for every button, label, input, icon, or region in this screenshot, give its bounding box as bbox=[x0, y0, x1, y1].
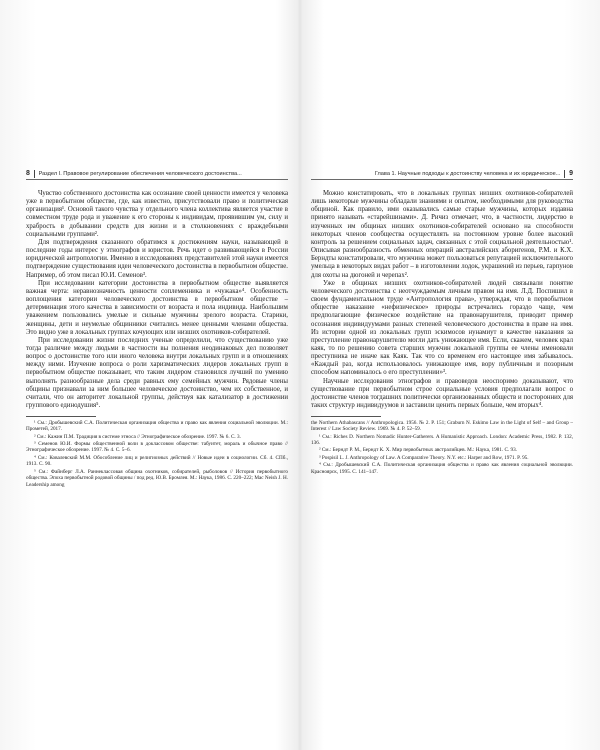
right-page bbox=[311, 170, 573, 476]
paragraph: При исследовании категории достоинства в первобытном обществе выявляется важная черта: неравнозначность ценности соплеменника и «чужака»⁴. Особенность воплощения категории человеческого достоинства в первобытном обществе – детерминация этого качества в зависимости от возраста и пола индивида. Наибольшим уважением пользовались умелые и сильные мужчины зрелого возраста. Старики, женщины, дети и неумелые общинники считались менее ценными членами общества. Это видно уже в локальных группах кочующих или низших охотников-собирателей. bbox=[26, 279, 288, 336]
paragraph: Для подтверждения сказанного обратимся к достижениям науки, называющей в последние годы интерес у этнографов и юристов. Речь идет о развивающейся в России юридической антропологии. Именно в исследованиях представителей этой науки имеется подтверждение существования идеи человеческого достоинства в первобытном обществе. Например, об этом писал Ю.И. Семенов³. bbox=[26, 238, 288, 279]
footnote: ⁵ См.: Файнберг Л.А. Раннеклассовая община охотников, собирателей, рыболовов // История первобытного общества. Эпоха первобытной родовой общины / под ред. Ю.В. Бромлея. М.: Наука, 1986. С. 220–222; Mac Neish J. H. Leadership among bbox=[26, 468, 288, 488]
body-text bbox=[311, 190, 573, 410]
footnotes bbox=[311, 416, 573, 475]
footnote: ¹ См.: Дробышевский С.А. Политическая организация общества и право как явления социальной эволюции. М.: Прометей, 2017. bbox=[26, 419, 288, 433]
footnote: ³ Pospisil L. J. Anthropology of Law. A Comparative Theory. N.Y. etc.: Harper and Row, 1971. P. 95. bbox=[319, 454, 529, 461]
page-number: 8 bbox=[26, 170, 30, 177]
page-number: 9 bbox=[569, 170, 573, 177]
running-head-title: Раздел I. Правовое регулирование обеспечения человеческого достоинства... bbox=[38, 171, 242, 177]
header-separator bbox=[34, 170, 35, 178]
running-head-title: Глава 1. Научные подходы к достоинству человека и их юридическое... bbox=[374, 171, 561, 177]
footnote: ³ Семенов Ю.И. Формы общественной воли в доклассовом обществе: табуитет, мораль и обычное право // Этнографическое обозрение. 1997. № 4. С. 5–6. bbox=[26, 440, 288, 454]
body-text bbox=[26, 190, 288, 410]
footnote: ¹ См.: Riches D. Northern Nomadic Hunter-Gatherers. A Humanistic Approach. London: Academic Press, 1982. P. 132, 136. bbox=[311, 433, 573, 447]
header-separator bbox=[564, 170, 565, 178]
paragraph: Можно констатировать, что в локальных группах низших охотников-собирателей лишь некоторые мужчины обладали знаниями и опытом, необходимыми для руководства общиной. Как правило, ими оказывались самые старые мужчины, которых издавна принято называть «старейшинами». Д. Ричиз отмечает, что, в частности, лидерство в изученных им общинах низших охотников-собирателей основано на способности некоторых членов сообщества осуществлять на постоянном уровне более высокий контроль за решением социальных задач, связанных с этой социальной деятельностью¹. Описывая разнообразность обменных операций австралийских аборигенов, Р.М. и К.Х. Берндты констатировали, что мужчина может пользоваться репутацией исключительного умельца в некоторых видах работ – в изготовлении лодок, украшений из перьев, гарпунов для охоты на дюгоней и черепах². bbox=[311, 190, 573, 279]
paragraph: При исследовании жизни последних ученые определили, что существованию уже тогда различие между людьми в частности вы полнения неодинаковых дел позволяет вопрос о достоинстве того или иного человека внутри локальных групп и в отношениях между ними. Изучение вопроса о роли харизматических лидеров локальных групп в первобытном обществе показывает, что таким лидером становился лучший по умению выполнять разнообразные дела среди равных ему семейных мужчин. Рядовые члены общины признавали за ним большее человеческое достоинство, чем их собственное, и считали, что он авторитет локальной группы, действуя как катализатор в достижении группового единодушия⁵. bbox=[26, 336, 288, 410]
footnote: ² См.: Кажин П.М. Традиция в системе этноса // Этнографическое обозрение. 1997. № 6. С. 3. bbox=[34, 433, 241, 440]
running-header bbox=[311, 170, 573, 180]
paragraph: Научные исследования этнографов и правоведов неоспоримо доказывают, что существование при первобытном строе социальные условия предполагали вопрос о достоинстве членов тогдашних политически организованных обществ и посторонних для таких структур индивидуумов и заставили ценить первых больше, чем вторых⁴. bbox=[311, 377, 573, 410]
footnote-continued: the Northern Athabascans // Anthropologica. 1956. № 2. P. 151; Graburn N. Eskimo Law in the Light of Self – and Group – Interest // Law Society Review. 1969. № 4. P. 52–59. bbox=[311, 419, 573, 433]
footnote: ⁴ См.: Дробышевский С.А. Политическая организация общества и право как явления социальной эволюции. Красноярск, 1995. С. 141–147. bbox=[311, 462, 573, 475]
footnote-rule bbox=[311, 416, 381, 417]
left-page bbox=[26, 170, 288, 489]
paragraph: Чувство собственного достоинства как осознание своей ценности имеется у человека уже в первобытном обществе, где, как известно, присутствовали право и политическая организация¹. Основой такого чувства у отдельного члена коллектива является участие в совместном труде рода и уважение к его стороны к индивидам, проявившим ум, силу и храбрость в добывании средств для жизни и в столкновениях с враждебными социальными группами². bbox=[26, 190, 288, 238]
footnotes bbox=[26, 416, 288, 488]
paragraph: Уже в общинах низших охотников-собирателей людей связывали понятие человеческого достоинства с неотчуждаемым личным правом на имя. Л.Д. Поспишил в своем фундаментальном труде «Антропология права», утверждая, что в первобытном обществе наказание «нефизическое» природы встречались гораздо чаще, чем предполагающие физическое воздействие на правонарушителя, приводит пример осознания индивидуумами разных степеней человеческого достоинства в праве на имя. Из истории одной из локальных групп эскимосов нунамиут в качестве наказания за преступление правонарушителю могли дать унижающее имя. Если, скажем, человек крал каяк, то по решению совета старших мужчин локальной группы ее члены именовали преступника не иначе как Каяк. Так что со временем его настоящее имя забывалось. «Каждый раз, когда использовалось унижающее имя, вору публичным и позорным способом напоминалось о его преступлении»³. bbox=[311, 279, 573, 377]
footnote: ⁴ См.: Ковалевский М.М. Обособление лиц и религиозных действий // Новые идеи в социологии. Сб. 4. СПб., 1913. С. 90. bbox=[26, 454, 288, 468]
footnote: ² См.: Берндт Р. М., Берндт К. Х. Мир первобытных австралийцев. М.: Наука, 1981. С. 93. bbox=[319, 447, 517, 454]
running-header bbox=[26, 170, 288, 180]
footnote-rule bbox=[26, 416, 96, 417]
